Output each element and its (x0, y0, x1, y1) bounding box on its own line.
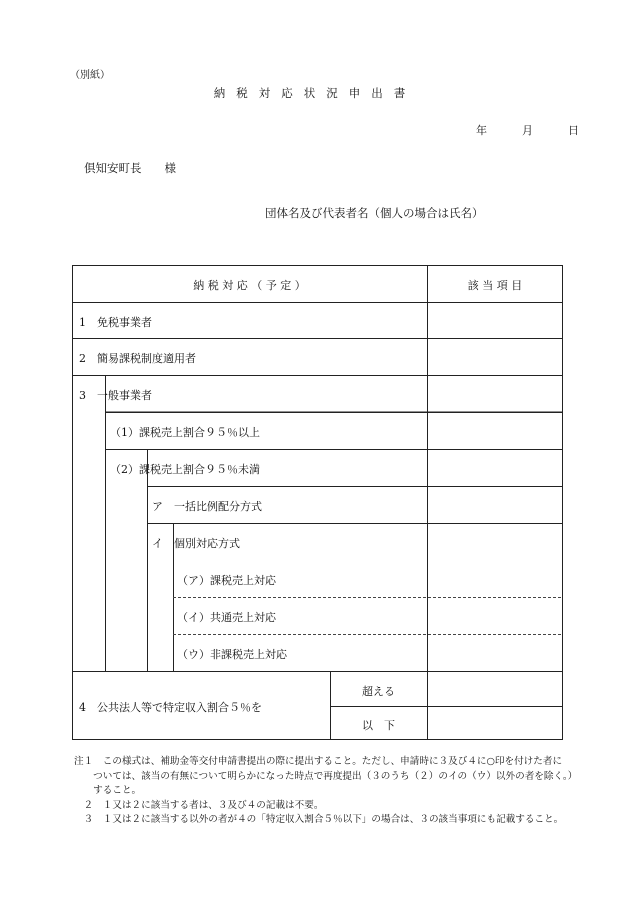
column-header-applicable: 該 当 項 目 (467, 279, 523, 292)
document-title: 納税対応状況申出書 (213, 86, 417, 100)
row-taxable-sales-corresponding: （ア）課税売上対応 (177, 574, 276, 587)
representative-name-label: 団体名及び代表者名（個人の場合は氏名） (265, 206, 484, 220)
row-public-corporation: 4 公共法人等で特定収入割合５％を (79, 701, 262, 714)
date-year: 年 (476, 124, 487, 137)
row-nontaxable-sales-corresponding: （ウ）非課税売上対応 (177, 648, 287, 661)
note-line: ２ １又は２に該当する者は、３及び４の記載は不要。 (74, 799, 324, 811)
row-common-sales-corresponding: （イ）共通売上対応 (177, 611, 276, 624)
row-individual-method: イ 個別対応方式 (152, 537, 240, 550)
row-general-business: 3 一般事業者 (79, 389, 152, 402)
date-month: 月 (522, 124, 533, 137)
tax-status-table (72, 265, 563, 740)
row-taxable-sales-95-over: （1）課税売上割合９５％以上 (110, 426, 260, 439)
attachment-label: （別紙） (70, 70, 110, 81)
table-grid (72, 265, 563, 740)
notes (74, 755, 594, 828)
addressee: 倶知安町長 様 (84, 161, 176, 175)
row-specific-income-under: 以 下 (362, 719, 395, 732)
row-specific-income-over: 超える (362, 685, 395, 698)
date-line (476, 122, 579, 138)
note-line: ついては、該当の有無について明らかになった時点で再度提出（３のうち（２）のイの（ウ）以外の者を除く。） (74, 770, 578, 782)
note-line: すること。 (74, 785, 142, 796)
row-tax-exempt: 1 免税事業者 (79, 316, 152, 329)
row-taxable-sales-95-under: （2）課税売上割合９５％未満 (110, 463, 260, 476)
note-line: 注１ この様式は、補助金等交付申請書提出の際に提出すること。ただし、申請時に３及び４に○印を付けた者に (74, 756, 563, 767)
note-line: ３ １又は２に該当する以外の者が４の「特定収入割合５％以下」の場合は、３の該当事項にも記載すること。 (74, 814, 564, 825)
row-lump-sum-proportional: ア 一括比例配分方式 (152, 500, 262, 513)
row-simplified-taxation: 2 簡易課税制度適用者 (79, 352, 196, 365)
date-day: 日 (568, 124, 579, 137)
column-header-tax-status: 納 税 対 応 （ 予 定 ） (193, 279, 306, 292)
